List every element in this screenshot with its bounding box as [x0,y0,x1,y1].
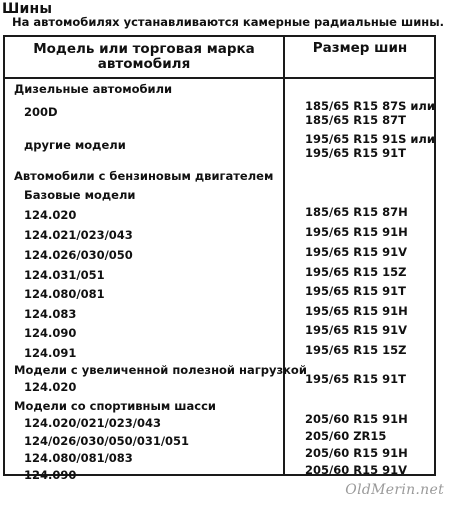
size-cell: 205/60 R15 91V [305,463,407,477]
size-cell: 195/65 R15 91T [305,372,406,386]
model-cell: 124.031/051 [24,268,105,282]
site-watermark: OldMerin.net [345,482,444,498]
model-cell: 124.090 [24,326,77,340]
size-cell: 195/65 R15 15Z [305,343,407,357]
model-cell: другие модели [24,138,126,152]
size-cell: 185/65 R15 87T [305,113,406,127]
intro-text: На автомобилях устанавливаются камерные радиальные шины. [12,15,444,29]
header-model-line2: автомобиля [97,56,191,72]
size-cell: 205/60 R15 91H [305,412,408,426]
header-model-line1: Модель или торговая марка [33,41,255,57]
group-sport: Модели со спортивным шасси [14,399,216,413]
group-diesel: Дизельные автомобили [14,82,173,96]
model-cell: 124.020/021/023/043 [24,416,161,430]
model-cell: 124.080/081/083 [24,451,133,465]
model-cell: 200D [24,105,58,119]
model-cell: 124.091 [24,346,77,360]
model-cell: 124.021/023/043 [24,228,133,242]
size-cell: 195/65 R15 91V [305,245,407,259]
model-cell: 124.083 [24,307,77,321]
size-cell: 185/65 R15 87H [305,205,408,219]
model-cell: 124.026/030/050 [24,248,133,262]
model-cell: 124.020 [24,208,77,222]
size-cell: 205/60 R15 91H [305,446,408,460]
size-cell: 185/65 R15 87S или [305,99,435,113]
header-divider [5,77,434,79]
size-cell: 195/65 R15 91S или [305,132,435,146]
model-cell: 124.020 [24,380,77,394]
size-cell: 205/60 ZR15 [305,429,387,443]
subgroup-base: Базовые модели [24,188,136,202]
group-petrol: Автомобили с бензиновым двигателем [14,169,274,183]
size-cell: 195/65 R15 91H [305,304,408,318]
header-size: Размер шин [312,40,408,56]
tire-size-table [3,35,436,482]
size-cell: 195/65 R15 91T [305,146,406,160]
size-cell: 195/65 R15 91T [305,284,406,298]
column-divider [283,37,285,474]
model-cell: 124.080/081 [24,287,105,301]
header-model [9,42,279,72]
group-heavy: Модели с увеличенной полезной нагрузкой [14,363,307,377]
size-cell: 195/65 R15 91H [305,225,408,239]
model-cell: 124/026/030/050/031/051 [24,434,190,448]
model-cell: 124.090 [24,468,77,482]
section-title: Шины [2,1,53,17]
size-cell: 195/65 R15 91V [305,323,407,337]
size-cell: 195/65 R15 15Z [305,265,407,279]
